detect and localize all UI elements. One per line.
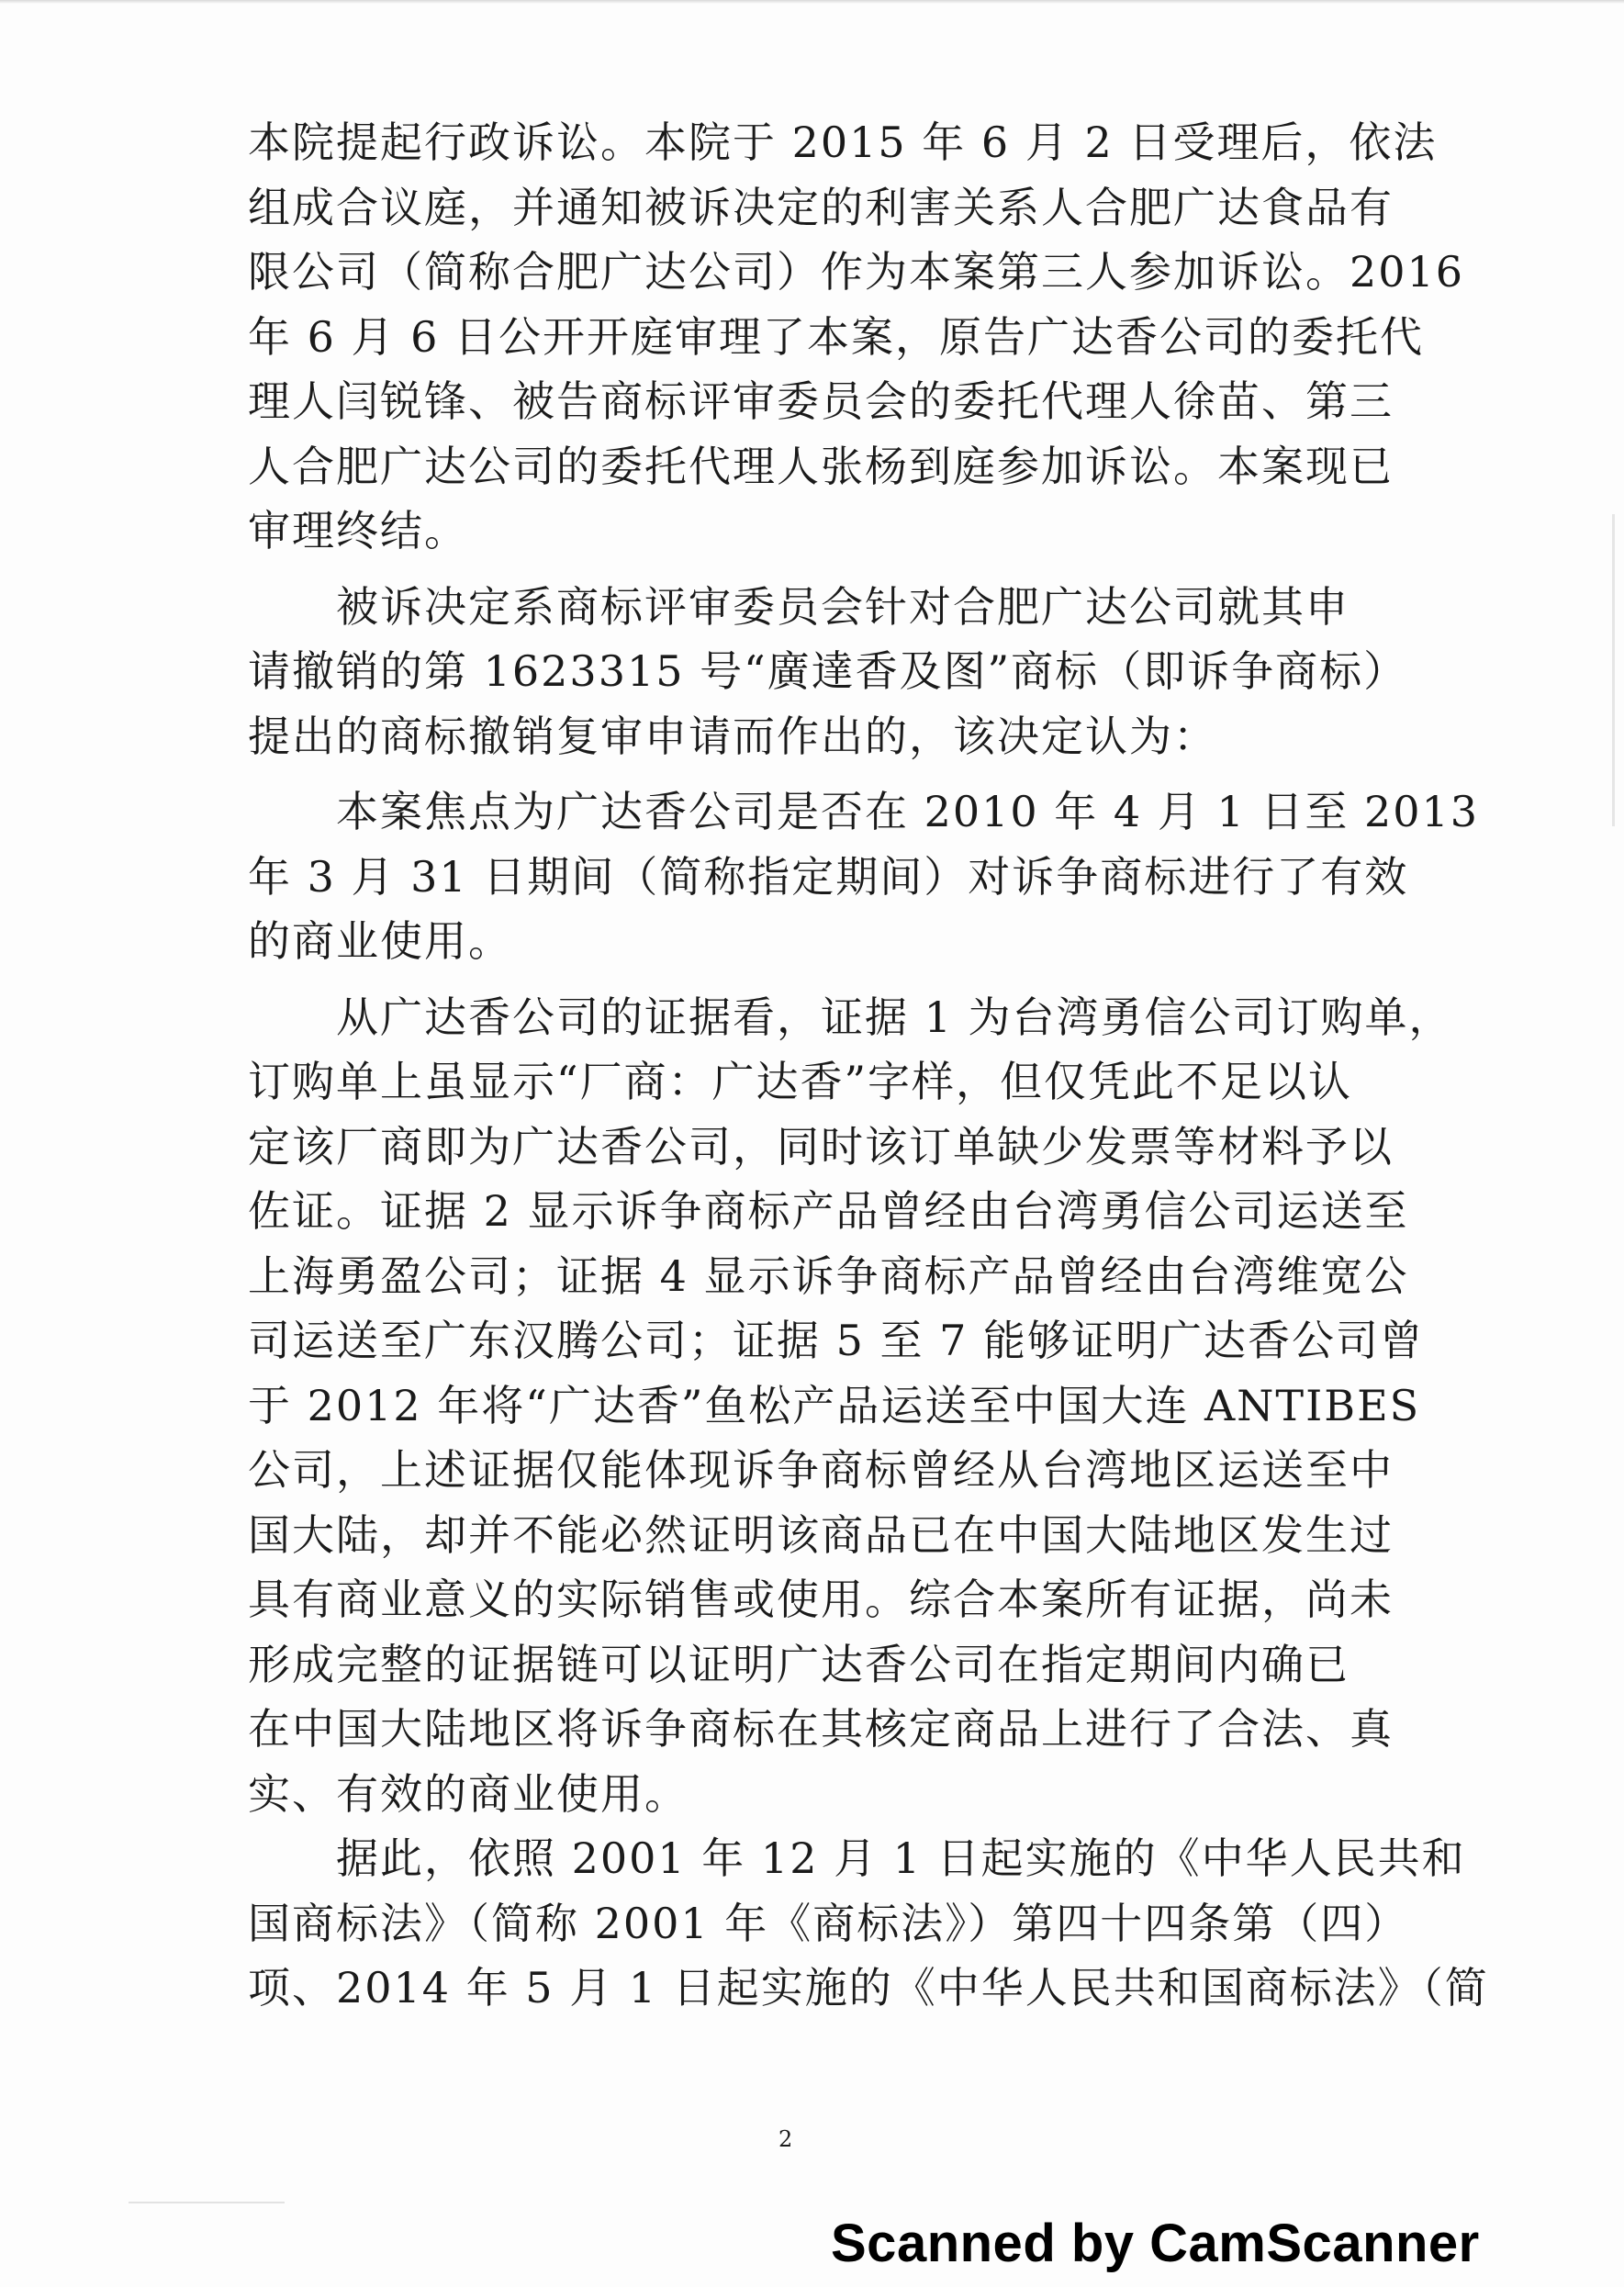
text-line: 国大陆，却并不能必然证明该商品已在中国大陆地区发生过 <box>248 1509 1394 1560</box>
text-line: 公司，上述证据仅能体现诉争商标曾经从台湾地区运送至中 <box>248 1445 1394 1495</box>
text-line: 具有商业意义的实际销售或使用。综合本案所有证据，尚未 <box>248 1575 1394 1624</box>
text-line: 司运送至广东汉腾公司；证据 5 至 7 能够证明广达香公司曾 <box>248 1316 1425 1365</box>
text-line: 从广达香公司的证据看，证据 1 为台湾勇信公司订购单， <box>248 992 1453 1042</box>
text-line: 本院提起行政诉讼。本院于 2015 年 6 月 2 日受理后，依法 <box>248 118 1438 167</box>
document-body <box>248 110 1489 2021</box>
scan-smudge-mark <box>129 2202 285 2203</box>
text-line: 于 2012 年将“广达香”鱼松产品运送至中国大连 ANTIBES <box>248 1380 1421 1430</box>
text-line: 实、有效的商业使用。 <box>248 1768 689 1819</box>
text-line: 人合肥广达公司的委托代理人张杨到庭参加诉讼。本案现已 <box>248 441 1394 491</box>
text-line: 项、2014 年 5 月 1 日起实施的《中华人民共和国商标法》（简 <box>248 1963 1489 2012</box>
text-line: 组成合议庭，并通知被诉决定的利害关系人合肥广达食品有 <box>248 182 1394 232</box>
text-line: 年 6 月 6 日公开开庭审理了本案，原告广达香公司的委托代 <box>248 311 1425 362</box>
text-line: 在中国大陆地区将诉争商标在其核定商品上进行了合法、真 <box>248 1704 1394 1754</box>
text-line: 国商标法》（简称 2001 年《商标法》）第四十四条第（四） <box>248 1898 1409 1948</box>
text-line: 定该厂商即为广达香公司，同时该订单缺少发票等材料予以 <box>248 1121 1394 1172</box>
text-line: 的商业使用。 <box>248 916 512 966</box>
text-line: 佐证。证据 2 显示诉争商标产品曾经由台湾勇信公司运送至 <box>248 1186 1409 1236</box>
text-line: 提出的商标撤销复审申请而作出的，该决定认为： <box>248 711 1217 761</box>
text-line: 本案焦点为广达香公司是否在 2010 年 4 月 1 日至 2013 <box>248 787 1480 836</box>
text-line: 被诉决定系商标评审委员会针对合肥广达公司就其申 <box>248 581 1350 632</box>
text-line: 年 3 月 31 日期间（简称指定期间）对诉争商标进行了有效 <box>248 851 1409 902</box>
text-line: 请撤销的第 1623315 号“廣達香及图”商标（即诉争商标） <box>248 646 1408 696</box>
text-line: 限公司（简称合肥广达公司）作为本案第三人参加诉讼。2016 <box>248 247 1465 297</box>
text-line: 理人闫锐锋、被告商标评审委员会的委托代理人徐苗、第三 <box>248 376 1394 426</box>
text-line: 订购单上虽显示“厂商：广达香”字样，但仅凭此不足以认 <box>248 1057 1353 1106</box>
scan-edge-shadow <box>0 0 1624 4</box>
text-line: 形成完整的证据链可以证明广达香公司在指定期间内确已 <box>248 1639 1350 1689</box>
scan-edge-mark <box>1612 514 1615 826</box>
page-number: 2 <box>778 2126 793 2152</box>
scanner-watermark: Scanned by CamScanner <box>831 2214 1480 2273</box>
text-line: 据此，依照 2001 年 12 月 1 日起实施的《中华人民共和 <box>248 1833 1466 1883</box>
text-line: 上海勇盈公司；证据 4 显示诉争商标产品曾经由台湾维宽公 <box>248 1250 1409 1301</box>
text-line: 审理终结。 <box>248 506 468 555</box>
